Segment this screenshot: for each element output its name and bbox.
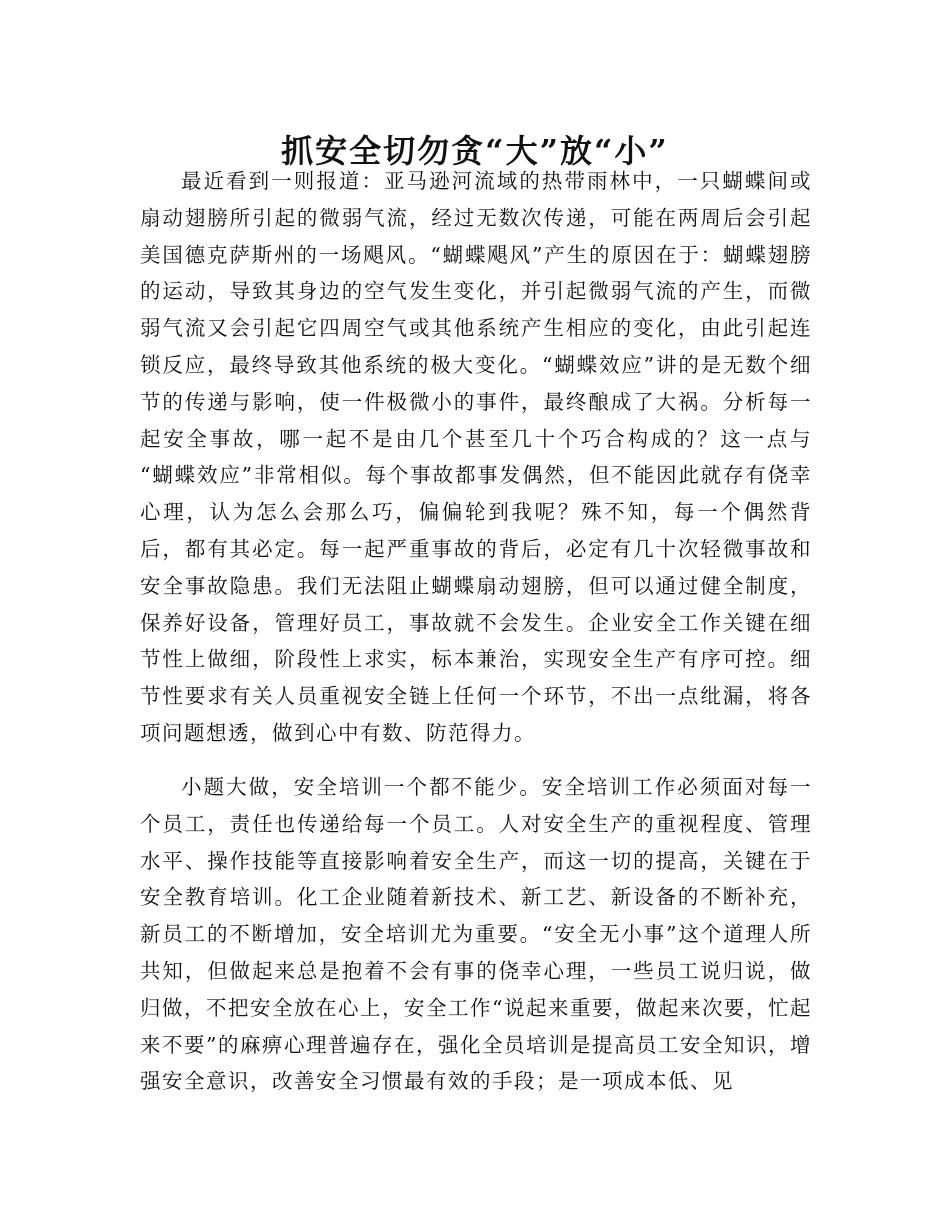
body-paragraph-2: 小题大做，安全培训一个都不能少。安全培训工作必须面对每一个员工，责任也传递给每一个员工。人对安全生产的重视程度、管理水平、操作技能等直接影响着安全生产，而这一切的提高，关键在于安全教育培训。化工企业随着新技术、新工艺、新设备的不断补充，新员工的不断增加，安全培训尤为重要。“安全无小事”这个道理人所共知，但做起来总是抱着不会有事的侥幸心理，一些员工说归说，做归做，不把安全放在心上，安全工作“说起来重要，做起来次要，忙起来不要”的麻痹心理普遍存在，强化全员培训是提高员工安全知识，增强安全意识，改善安全习惯最有效的手段；是一项成本低、见 — [140, 775, 812, 1094]
body-paragraph-1: 最近看到一则报道：亚马逊河流域的热带雨林中，一只蝴蝶间或扇动翅膀所引起的微弱气流，经过无数次传递，可能在两周后会引起美国德克萨斯州的一场飓风。“蝴蝶飓风”产生的原因在于：蝴蝶翅膀的运动，导致其身边的空气发生变化，并引起微弱气流的产生，而微弱气流又会引起它四周空气或其他系统产生相应的变化，由此引起连锁反应，最终导致其他系统的极大变化。“蝴蝶效应”讲的是无数个细节的传递与影响，使一件极微小的事件，最终酿成了大祸。分析每一起安全事故，哪一起不是由几个甚至几十个巧合构成的？这一点与 “蝴蝶效应”非常相似。每个事故都事发偶然，但不能因此就存有侥幸心理，认为怎么会那么巧，偏偏轮到我呢？殊不知，每一个偶然背后，都有其必定。每一起严重事故的背后，必定有几十次轻微事故和安全事故隐患。我们无法阻止蝴蝶扇动翅膀，但可以通过健全制度，保养好设备，管理好员工，事故就不会发生。企业安全工作关键在细节性上做细，阶段性上求实，标本兼治，实现安全生产有序可控。细节性要求有关人员重视安全链上任何一个环节，不出一点纰漏，将各项问题想透，做到心中有数、防范得力。 — [140, 169, 812, 745]
document-title: 抓安全切勿贪“大”放“小” — [281, 132, 669, 171]
